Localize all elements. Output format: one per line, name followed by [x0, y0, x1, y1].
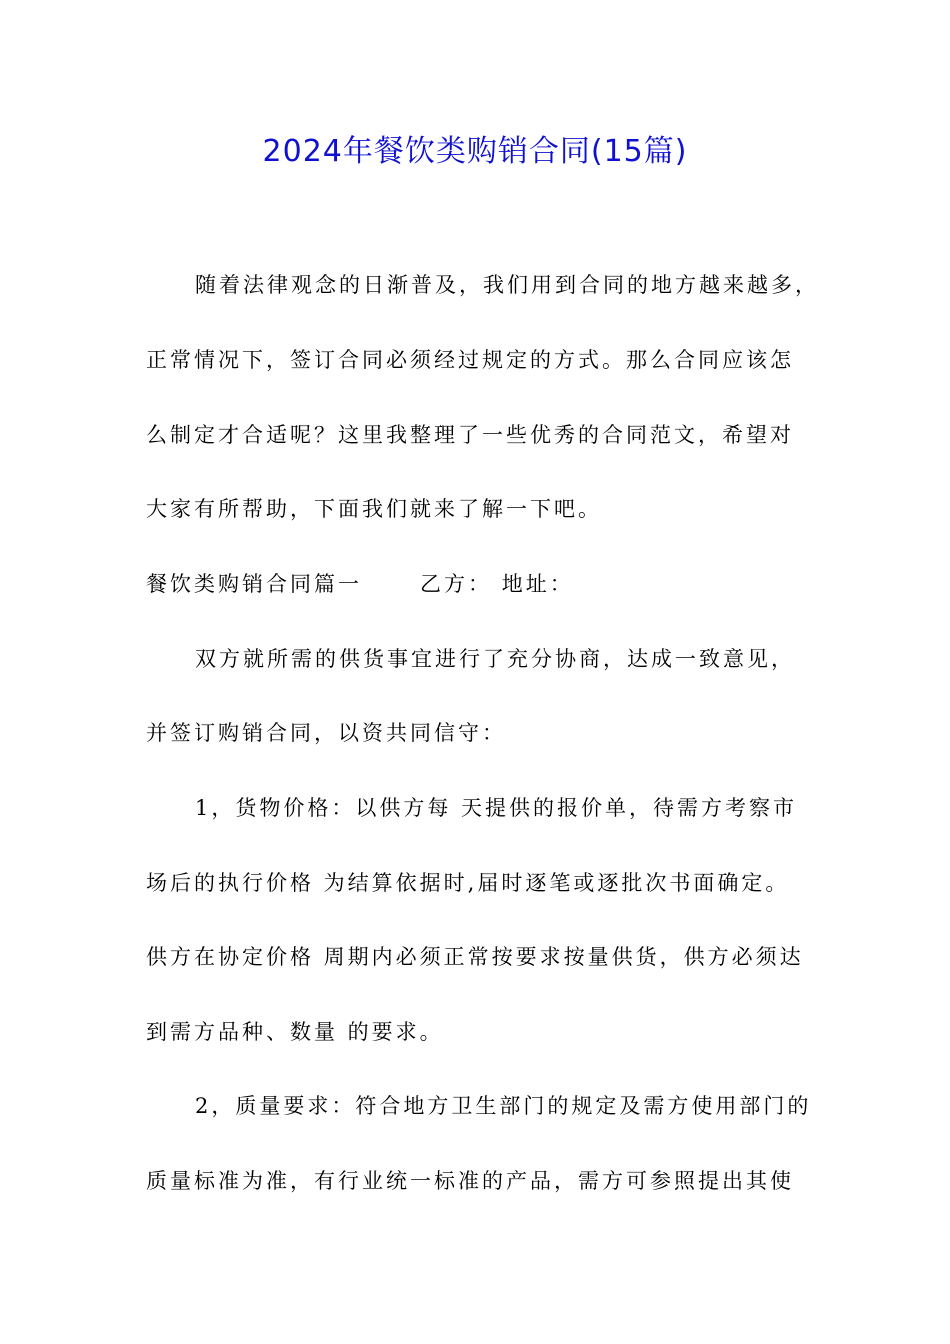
paragraph-line: 供方在协定价格 周期内必须正常按要求按量供货，供方必须达	[146, 945, 804, 969]
paragraph-line: 1，货物价格：以供方每 天提供的报价单，待需方考察市	[195, 796, 798, 820]
paragraph-line: 到需方品种、数量 的要求。	[146, 1020, 444, 1044]
paragraph-line: 质量标准为准，有行业统一标准的产品，需方可参照提出其使	[146, 1169, 794, 1193]
paragraph-line: 大家有所帮助，下面我们就来了解一下吧。	[146, 497, 602, 521]
document-title: 2024年餐饮类购销合同(15篇)	[262, 134, 688, 169]
section-heading-line: 餐饮类购销合同篇一 乙方： 地址：	[146, 572, 574, 596]
paragraph-line: 正常情况下，签订合同必须经过规定的方式。那么合同应该怎	[146, 348, 794, 372]
paragraph-line: 么制定才合适呢？这里我整理了一些优秀的合同范文，希望对	[146, 423, 794, 447]
paragraph-line: 场后的执行价格 为结算依据时,届时逐笔或逐批次书面确定。	[146, 871, 790, 895]
paragraph-line: 并签订购销合同，以资共同信守：	[146, 721, 506, 745]
paragraph-line: 2，质量要求：符合地方卫生部门的规定及需方使用部门的	[195, 1094, 812, 1118]
paragraph-line: 双方就所需的供货事宜进行了充分协商，达成一致意见，	[195, 647, 795, 671]
paragraph-line: 随着法律观念的日渐普及，我们用到合同的地方越来越多，	[195, 273, 819, 297]
